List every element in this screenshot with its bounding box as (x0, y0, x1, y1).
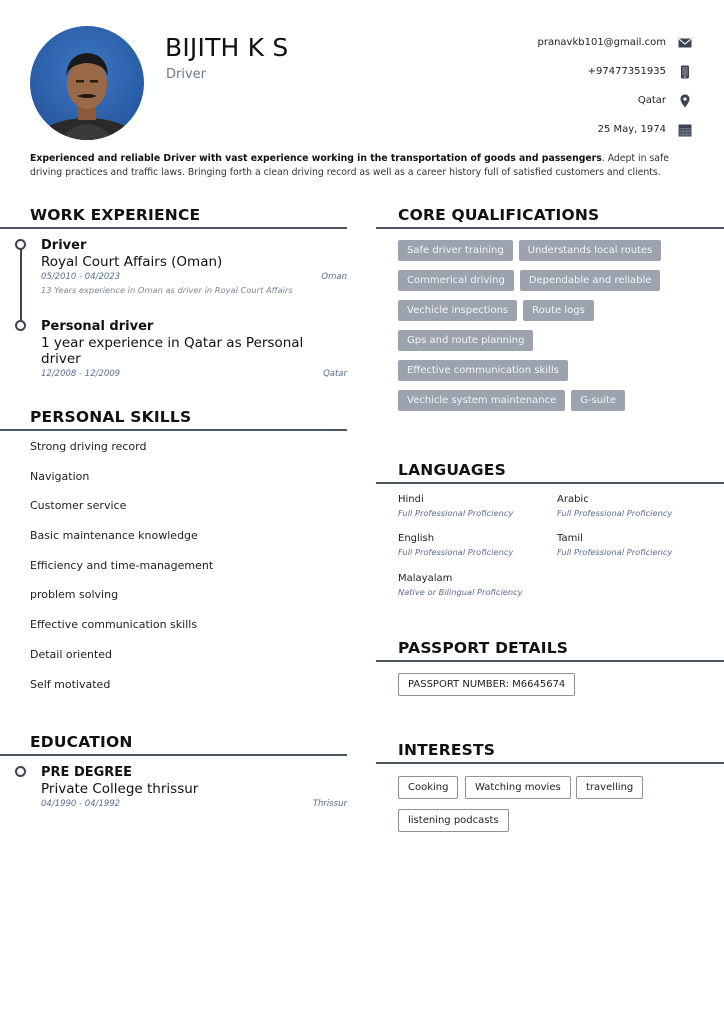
work-item-title: Personal driver (41, 319, 154, 334)
skill-item: Basic maintenance knowledge (30, 529, 198, 542)
qualification-tag: Dependable and reliable (520, 270, 661, 291)
language-level: Full Professional Proficiency (557, 547, 673, 557)
interests-title: INTERESTS (398, 741, 496, 759)
qualification-tag: Vechicle inspections (398, 300, 517, 321)
contact-location (452, 86, 692, 115)
contact-birthdate (452, 115, 692, 144)
qualification-tag: Effective communication skills (398, 360, 568, 381)
work-item-desc: 13 Years experience in Oman as driver in Royal Court Affairs (41, 285, 293, 295)
passport-rule (376, 660, 724, 662)
interest-tag: travelling (576, 776, 643, 799)
work-experience-rule (0, 227, 347, 229)
calendar-icon (678, 123, 692, 137)
qualification-tag: Route logs (523, 300, 594, 321)
envelope-icon (678, 36, 692, 50)
language-item (398, 573, 523, 597)
passport-title: PASSPORT DETAILS (398, 639, 569, 657)
skill-item: Effective communication skills (30, 618, 198, 631)
person-portrait-icon (30, 26, 144, 140)
language-item (398, 494, 513, 518)
interest-tag: Cooking (398, 776, 458, 799)
language-item (398, 533, 513, 557)
interests-rule (376, 762, 724, 764)
language-item (557, 494, 672, 518)
education-item-org: Private College thrissur (41, 781, 199, 797)
language-item (557, 533, 672, 557)
language-level: Full Professional Proficiency (398, 547, 514, 557)
core-qualifications-tags (398, 240, 698, 420)
education-rule (0, 754, 347, 756)
work-item-location: Oman (321, 272, 347, 282)
skill-item: Efficiency and time-management (30, 559, 214, 572)
language-name: English (398, 533, 435, 544)
location-pin-icon (678, 94, 692, 108)
summary-rest: . Adept in safe driving practices and traffic laws. Bringing forth a clean driving record as well as a career history full of satisfied customers and clients. (30, 153, 669, 178)
work-item-org: 1 year experience in Qatar as Personal driver (41, 335, 304, 367)
languages-title: LANGUAGES (398, 461, 506, 479)
work-item-2 (41, 319, 347, 379)
contact-birthdate-text: 25 May, 1974 (597, 124, 666, 135)
qualification-tag: G-suite (571, 390, 625, 411)
language-level: Full Professional Proficiency (557, 508, 673, 518)
candidate-name: BIJITH K S (165, 33, 289, 62)
contact-phone-text: +97477351935 (587, 66, 666, 77)
contact-email[interactable] (452, 28, 692, 57)
work-item-meta (41, 369, 347, 379)
language-level: Native or Bilingual Proficiency (398, 587, 523, 597)
work-item-dates: 12/2008 - 12/2009 (41, 369, 121, 379)
contact-location-text: Qatar (637, 95, 666, 106)
phone-icon (678, 65, 692, 79)
skill-item: Strong driving record (30, 440, 147, 453)
profile-summary (30, 152, 694, 180)
tag-row (398, 240, 698, 261)
work-item-dates: 05/2010 - 04/2023 (41, 272, 121, 282)
education-timeline-dot (15, 766, 26, 777)
qualification-tag: Understands local routes (519, 240, 662, 261)
skill-item: Detail oriented (30, 648, 113, 661)
education-item-location: Thrissur (312, 799, 347, 809)
passport-number-tag: PASSPORT NUMBER: M6645674 (398, 673, 575, 696)
skill-item: Self motivated (30, 678, 111, 691)
qualification-tag: Commerical driving (398, 270, 514, 291)
work-timeline-dot-1 (15, 239, 26, 250)
skill-item: Navigation (30, 470, 90, 483)
work-item-location: Qatar (323, 369, 347, 379)
summary-bold: Experienced and reliable Driver with vast experience working in the transportation of goods and passengers (30, 153, 602, 164)
skill-item: Customer service (30, 499, 127, 512)
skill-item: problem solving (30, 588, 119, 601)
work-experience-title: WORK EXPERIENCE (30, 206, 201, 224)
work-item-1 (41, 238, 347, 295)
contact-email-text: pranavkb101@gmail.com (537, 37, 666, 48)
tag-row (398, 360, 698, 381)
education-item-meta (41, 799, 347, 809)
work-timeline-line (20, 246, 23, 326)
qualification-tag: Safe driver training (398, 240, 513, 261)
personal-skills-title: PERSONAL SKILLS (30, 408, 192, 426)
contact-phone[interactable] (452, 57, 692, 86)
tag-row (398, 270, 698, 291)
tag-row (398, 330, 698, 351)
personal-skills-rule (0, 429, 347, 431)
language-name: Arabic (557, 494, 589, 505)
tag-row (398, 390, 698, 411)
work-item-title: Driver (41, 238, 87, 253)
qualification-tag: Vechicle system maintenance (398, 390, 565, 411)
work-item-meta (41, 272, 347, 282)
core-qualifications-title: CORE QUALIFICATIONS (398, 206, 600, 224)
language-level: Full Professional Proficiency (398, 508, 514, 518)
profile-photo (30, 26, 144, 140)
interest-tag: Watching movies (465, 776, 571, 799)
education-item-title: PRE DEGREE (41, 765, 133, 780)
tag-row (398, 300, 698, 321)
education-item-dates: 04/1990 - 04/1992 (41, 799, 121, 809)
education-title: EDUCATION (30, 733, 133, 751)
core-qualifications-rule (376, 227, 724, 229)
language-name: Hindi (398, 494, 424, 505)
qualification-tag: Gps and route planning (398, 330, 533, 351)
work-timeline-dot-2 (15, 320, 26, 331)
language-name: Malayalam (398, 573, 453, 584)
interest-tag: listening podcasts (398, 809, 509, 832)
candidate-role: Driver (166, 67, 207, 82)
work-item-org: Royal Court Affairs (Oman) (41, 254, 223, 270)
languages-rule (376, 482, 724, 484)
education-item-1 (41, 765, 347, 809)
contact-list (452, 28, 692, 144)
language-name: Tamil (557, 533, 583, 544)
